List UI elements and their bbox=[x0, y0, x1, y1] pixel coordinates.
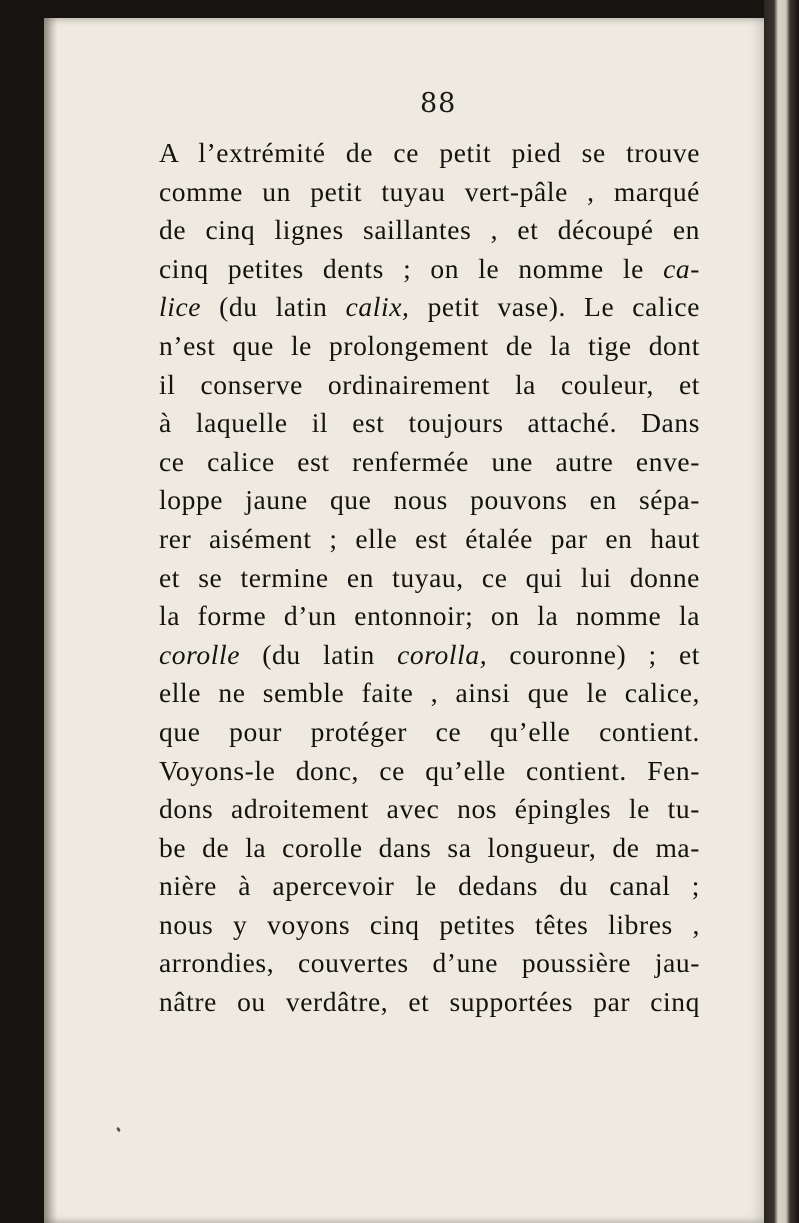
text-run: couronne) ; et bbox=[487, 638, 700, 670]
italic-word: calix, bbox=[345, 291, 410, 323]
text-line: nâtre ou verdâtre, et supportées par cinq bbox=[159, 986, 700, 1018]
italic-word: corolle bbox=[159, 638, 241, 670]
text-line: que pour protéger ce qu’elle contient. bbox=[159, 715, 700, 747]
text-line: Voyons-le donc, ce qu’elle contient. Fen- bbox=[159, 754, 700, 786]
text-line: ce calice est renfermée une autre enve- bbox=[159, 445, 700, 477]
text-run: petit vase). Le calice bbox=[409, 291, 701, 323]
text-line: rer aisément ; elle est étalée par en haut bbox=[159, 522, 700, 554]
text-line: à laquelle il est toujours attaché. Dans bbox=[159, 407, 700, 439]
text-line: be de la corolle dans sa longueur, de ma- bbox=[159, 831, 700, 863]
text-run: (du latin bbox=[240, 638, 398, 670]
next-page-edge bbox=[764, 0, 799, 1223]
text-line bbox=[159, 636, 700, 675]
text-line: il conserve ordinairement la couleur, et bbox=[159, 368, 700, 400]
text-line: la forme d’un entonnoir; on la nomme la bbox=[159, 600, 700, 632]
italic-word: ca- bbox=[663, 252, 700, 284]
text-line: elle ne semble faite , ainsi que le calice, bbox=[159, 677, 700, 709]
body-text bbox=[159, 134, 700, 1022]
text-line bbox=[159, 250, 700, 289]
text-run: cinq petites dents ; on le nomme le bbox=[159, 252, 664, 284]
text-line: A l’extrémité de ce petit pied se trouve bbox=[159, 137, 700, 168]
text-line: comme un petit tuyau vert-pâle , marqué bbox=[159, 175, 700, 207]
text-line: loppe jaune que nous pouvons en sépa- bbox=[159, 484, 700, 516]
text-line: de cinq lignes saillantes , et découpé en bbox=[159, 214, 700, 246]
page-number: 88 bbox=[420, 88, 457, 119]
text-line bbox=[159, 288, 700, 327]
text-line: arrondies, couvertes d’une poussière jau- bbox=[159, 947, 700, 979]
text-line: et se termine en tuyau, ce qui lui donne bbox=[159, 561, 700, 593]
text-line: nière à apercevoir le dedans du canal ; bbox=[159, 870, 700, 902]
text-run: (du latin bbox=[201, 291, 346, 323]
gutter-shadow bbox=[44, 18, 58, 1223]
text-line: dons adroitement avec nos épingles le tu- bbox=[159, 793, 700, 825]
text-line: nous y voyons cinq petites têtes libres , bbox=[159, 908, 700, 940]
italic-word: corolla, bbox=[397, 638, 488, 670]
italic-word: lice bbox=[159, 291, 202, 323]
text-line: n’est que le prolongement de la tige dont bbox=[159, 329, 700, 361]
